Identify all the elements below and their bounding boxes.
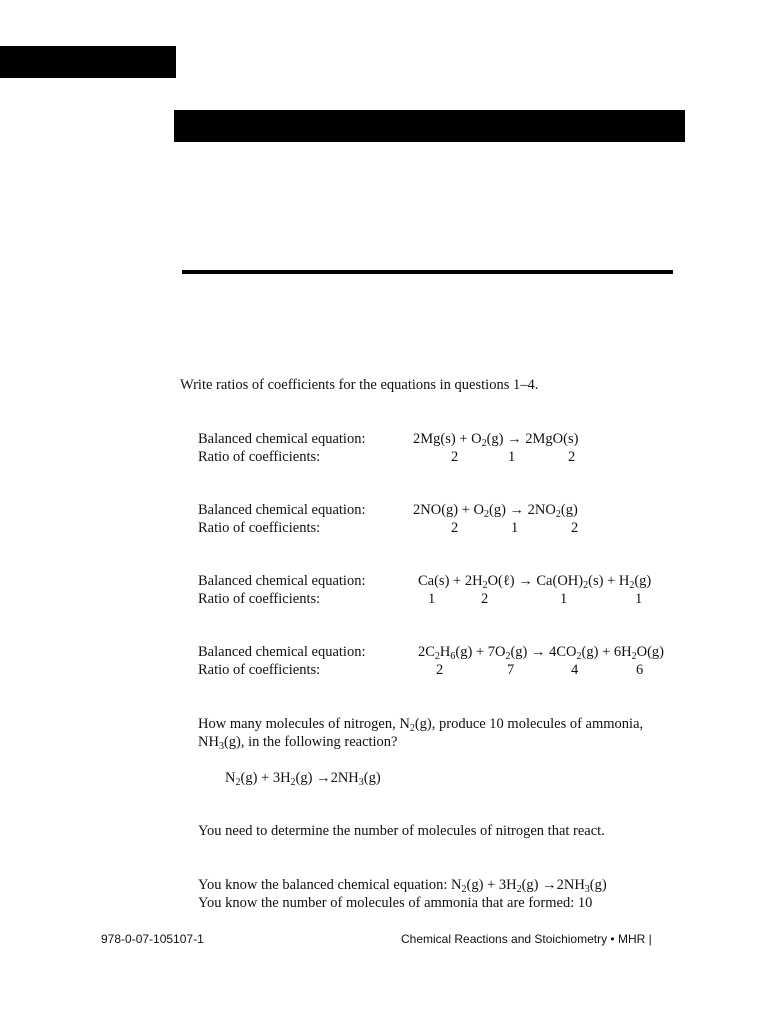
equation-label: Balanced chemical equation: (198, 431, 366, 447)
know-statement-2: You know the number of molecules of ammonia that are formed: 10 (198, 895, 593, 911)
equation-4: $2C_2H_6(g) + 7O_2(g) \to 4CO_2(g) + 6H_2O(g)$ (418, 644, 664, 662)
question-text: How many molecules of nitrogen, N (198, 716, 410, 732)
instructions: Write ratios of coefficients for the equations in questions 1–4. (180, 377, 539, 393)
coefficient: 2 (571, 520, 579, 536)
coefficient: 1 (428, 591, 436, 607)
coefficient: 1 (508, 449, 516, 465)
coefficient: 6 (636, 662, 644, 678)
question-line-1 (198, 715, 643, 733)
coefficient: 4 (571, 662, 579, 678)
ratio-label: Ratio of coefficients: (198, 520, 321, 536)
equation-3: $Ca(s) + 2H_2O(\ell) \to Ca(OH)_2(s) + H_2(g)$ (418, 573, 652, 591)
coefficient: 7 (507, 662, 515, 678)
equation-label: Balanced chemical equation: (198, 644, 366, 660)
subscript: 3 (218, 741, 224, 752)
title-bar (174, 110, 685, 142)
equation-label: Balanced chemical equation: (198, 502, 366, 518)
coefficient: 2 (436, 662, 444, 678)
question-line-2 (198, 733, 398, 751)
coefficient: 2 (451, 520, 459, 536)
section-rule (182, 270, 673, 274)
coefficient: 1 (635, 591, 643, 607)
question-text: (g), in the following reaction? (223, 734, 398, 750)
coefficient: 1 (511, 520, 519, 536)
coefficient: 2 (451, 449, 459, 465)
question-text: NH (198, 734, 219, 750)
know-text: You know the balanced chemical equation: (198, 877, 452, 893)
footer-isbn: 978-0-07-105107-1 (101, 932, 204, 946)
ratio-label: Ratio of coefficients: (198, 591, 321, 607)
coefficient: 1 (560, 591, 568, 607)
coefficient: 2 (568, 449, 576, 465)
coefficient: 2 (481, 591, 489, 607)
equation-1: $2Mg(s) + O_2(g) \to 2MgO(s)$ (413, 431, 579, 449)
reaction-equation: $N_2(g) + 3H_2(g) \to 2NH_3(g)$ (225, 770, 381, 788)
subscript: 2 (409, 723, 415, 734)
ratio-label: Ratio of coefficients: (198, 662, 321, 678)
header-tab (0, 46, 176, 78)
equation-label: Balanced chemical equation: (198, 573, 366, 589)
know-statement-1: You know the balanced chemical equation: $N_2(g) + 3H_2(g) \to 2NH_3(g)$ (198, 877, 607, 895)
question-text: (g), produce 10 molecules of ammonia, (414, 716, 644, 732)
equation-2: $2NO(g) + O_2(g) \to 2NO_2(g)$ (413, 502, 578, 520)
ratio-label: Ratio of coefficients: (198, 449, 321, 465)
need-statement: You need to determine the number of molecules of nitrogen that react. (198, 823, 605, 839)
footer-title: Chemical Reactions and Stoichiometry • MHR | (401, 932, 652, 946)
